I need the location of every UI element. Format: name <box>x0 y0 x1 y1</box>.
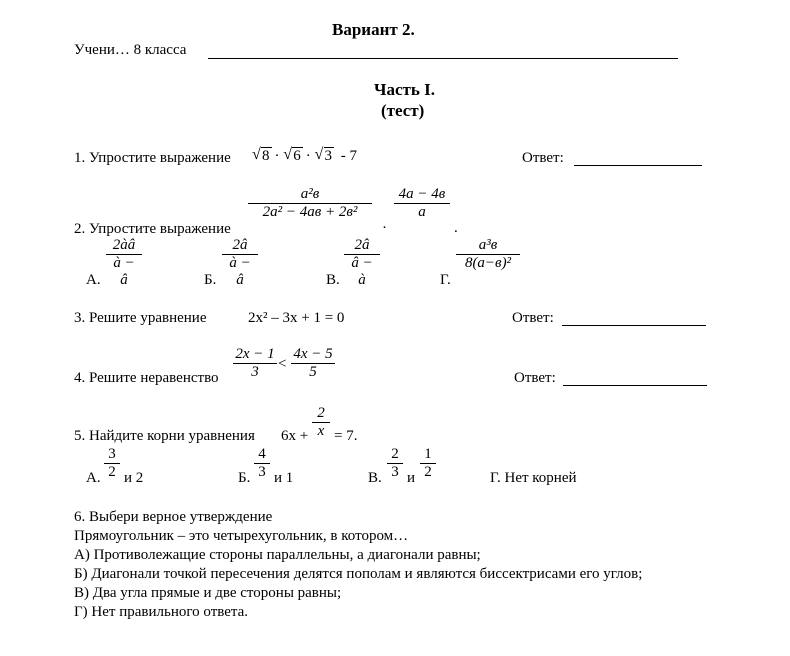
q3-text: 3. Решите уравнение <box>74 310 207 326</box>
q2-option-d-label[interactable]: Г. <box>440 272 451 288</box>
q5-expression-end: = 7. <box>334 428 358 444</box>
q6-option-a[interactable]: А) Противолежащие стороны параллельны, а диагонали равны; <box>74 547 481 563</box>
q5-option-c-fraction-1: 2 3 <box>387 446 403 481</box>
q6-option-c[interactable]: В) Два угла прямые и две стороны равны; <box>74 585 342 601</box>
q2-option-d-fraction: a³в 8(a−в)² <box>456 237 520 272</box>
q6-option-d[interactable]: Г) Нет правильного ответа. <box>74 604 249 620</box>
q6-title: 6. Выбери верное утверждение <box>74 509 273 525</box>
q5-text: 5. Найдите корни уравнения <box>74 428 255 444</box>
q6-statement: Прямоугольник – это четырехугольник, в котором… <box>74 528 409 544</box>
q4-answer-line[interactable] <box>563 385 707 386</box>
q3-answer-line[interactable] <box>562 325 706 326</box>
q2-fraction-1: a²в 2a² − 4aв + 2в² <box>248 186 372 221</box>
q3-equation: 2x² – 3x + 1 = 0 <box>248 310 345 326</box>
q5-expression-start: 6x + <box>281 428 309 444</box>
q2-option-c-label[interactable]: В. <box>326 272 340 288</box>
q2-dot: · <box>382 220 387 236</box>
q1-expression: √ 8 · √ 6 · √ 3 - 7 <box>252 146 357 164</box>
q2-option-c-fraction: 2â â − à <box>344 237 380 289</box>
q5-option-a-tail: и 2 <box>124 470 144 486</box>
q4-less-than: < <box>278 356 287 372</box>
q5-option-c-label[interactable]: В. <box>368 470 382 486</box>
test-subtitle: (тест) <box>381 101 425 120</box>
q1-answer-label: Ответ: <box>522 150 564 166</box>
q4-fraction-right: 4x − 5 5 <box>291 346 335 381</box>
variant-title: Вариант 2. <box>332 20 415 39</box>
student-label: Учени… 8 класса <box>74 42 187 58</box>
q5-option-b-fraction: 4 3 <box>254 446 270 481</box>
q5-option-b-tail: и 1 <box>274 470 294 486</box>
q5-option-c-fraction-2: 1 2 <box>420 446 436 481</box>
q2-text: 2. Упростите выражение <box>74 221 231 237</box>
student-name-line[interactable] <box>208 58 678 59</box>
q5-option-d-label[interactable]: Г. Нет корней <box>490 470 577 486</box>
q2-period: . <box>454 220 458 236</box>
q4-text: 4. Решите неравенство <box>74 370 219 386</box>
q1-text: 1. Упростите выражение <box>74 150 231 166</box>
q5-option-c-mid: и <box>407 470 416 486</box>
q2-option-b-fraction: 2â à − â <box>222 237 258 289</box>
q2-option-a-fraction: 2àâ à − â <box>106 237 142 289</box>
q5-option-a-fraction: 3 2 <box>104 446 120 481</box>
q6-option-b[interactable]: Б) Диагонали точкой пересечения делятся пополам и являются биссектрисами его углов; <box>74 566 643 582</box>
part-title: Часть I. <box>374 80 435 99</box>
q5-option-b-label[interactable]: Б. <box>238 470 251 486</box>
q4-answer-label: Ответ: <box>514 370 556 386</box>
q4-fraction-left: 2x − 1 3 <box>233 346 277 381</box>
q2-option-a-label[interactable]: А. <box>86 272 101 288</box>
q3-answer-label: Ответ: <box>512 310 554 326</box>
q2-option-b-label[interactable]: Б. <box>204 272 217 288</box>
q2-fraction-2: 4a − 4в a <box>394 186 450 221</box>
q5-option-a-label[interactable]: А. <box>86 470 101 486</box>
q1-answer-line[interactable] <box>574 165 702 166</box>
q5-fraction: 2 x <box>312 405 330 440</box>
